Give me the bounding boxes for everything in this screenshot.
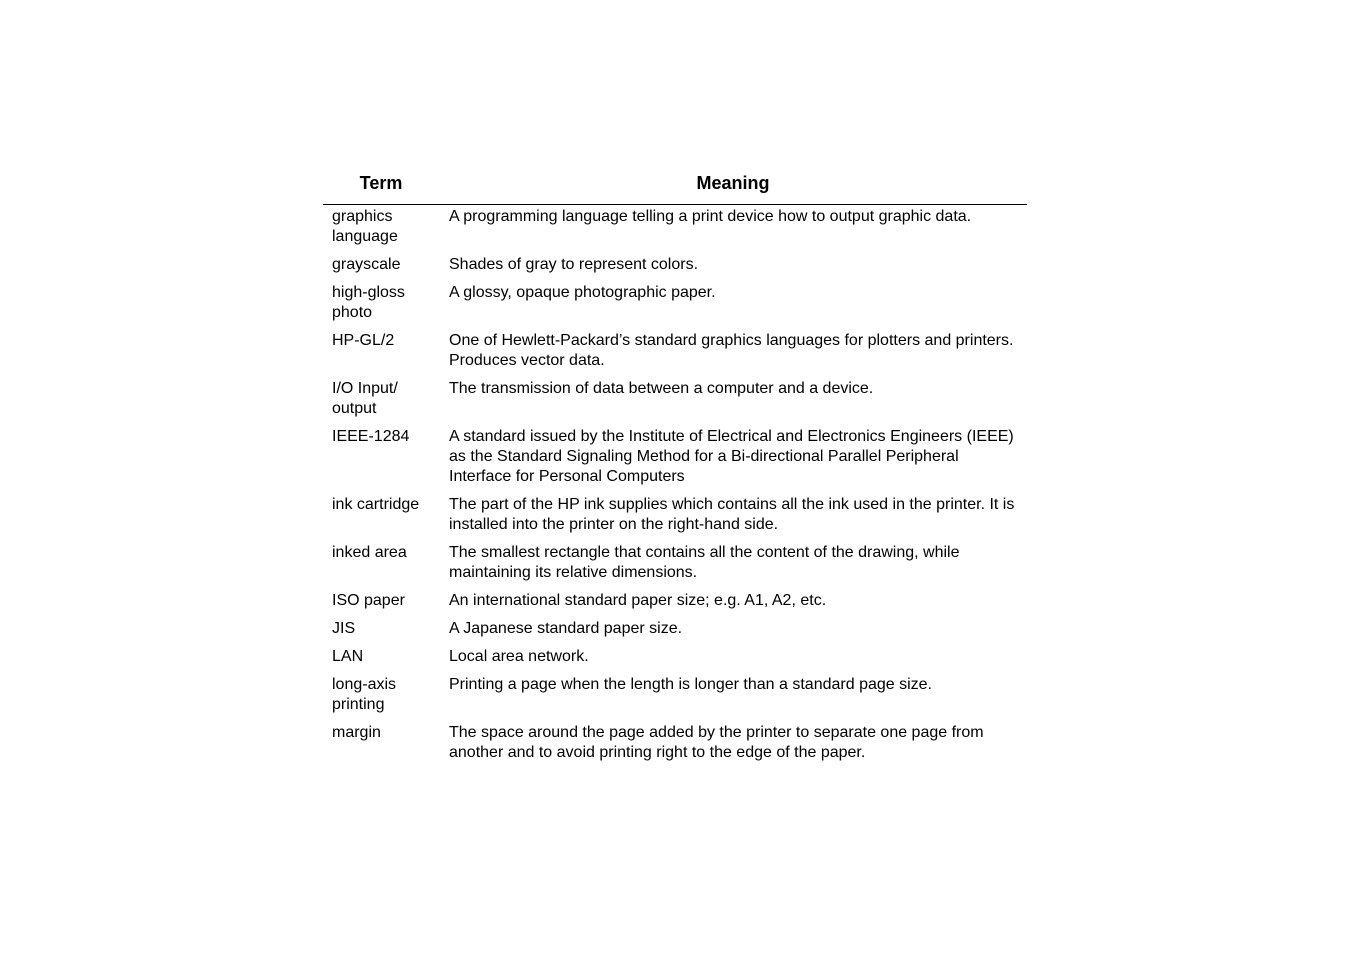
term-cell: HP-GL/2 [332, 332, 395, 349]
term-cell: IEEE-1284 [332, 428, 410, 445]
meaning-cell: The part of the HP ink supplies which contains all the ink used in the printer. It is installed into the printer on the right-hand side. [449, 496, 1015, 533]
table-row [323, 647, 1027, 675]
meaning-cell: One of Hewlett-Packard’s standard graphics languages for plotters and printers. Produces vector data. [449, 332, 1014, 369]
table-body [323, 205, 1027, 771]
table-header [323, 170, 1027, 205]
table-row [323, 283, 1027, 331]
table-row [323, 723, 1027, 771]
glossary-table [323, 170, 1027, 771]
table-row [323, 427, 1027, 495]
term-cell: high-gloss photo [332, 284, 405, 321]
term-cell: I/O Input/ output [332, 380, 398, 417]
meaning-cell: An international standard paper size; e.g. A1, A2, etc. [449, 592, 827, 609]
table-row [323, 619, 1027, 647]
meaning-cell: The transmission of data between a computer and a device. [449, 380, 874, 397]
term-cell: JIS [332, 620, 356, 637]
table-row [323, 379, 1027, 427]
meaning-cell: A glossy, opaque photographic paper. [449, 284, 716, 301]
table-row [323, 543, 1027, 591]
term-column-header: Term [359, 173, 403, 193]
meaning-cell: Printing a page when the length is longer than a standard page size. [449, 676, 932, 693]
table-row [323, 675, 1027, 723]
term-cell: ink cartridge [332, 496, 420, 513]
term-cell: inked area [332, 544, 407, 561]
term-cell: LAN [332, 648, 364, 665]
table-row [323, 331, 1027, 379]
meaning-column-header: Meaning [696, 173, 770, 193]
term-cell: grayscale [332, 256, 401, 273]
meaning-cell: The smallest rectangle that contains all the content of the drawing, while maintaining its relative dimensions. [449, 544, 960, 581]
term-cell: graphics language [332, 208, 398, 245]
meaning-cell: Local area network. [449, 648, 589, 665]
meaning-cell: Shades of gray to represent colors. [449, 256, 699, 273]
meaning-cell: A programming language telling a print device how to output graphic data. [449, 208, 972, 225]
meaning-cell: A Japanese standard paper size. [449, 620, 683, 637]
table-row [323, 495, 1027, 543]
term-cell: ISO paper [332, 592, 405, 609]
table-row [323, 255, 1027, 283]
term-cell: long-axis printing [332, 676, 397, 713]
term-cell: margin [332, 724, 381, 741]
meaning-cell: A standard issued by the Institute of Electrical and Electronics Engineers (IEEE) as the Standard Signaling Method for a Bi-directional Parallel Peripheral Interface for Personal Computers [449, 428, 1014, 485]
table-row [323, 206, 972, 255]
meaning-cell: The space around the page added by the printer to separate one page from another and to avoid printing right to the edge of the paper. [449, 724, 984, 761]
table-row [323, 591, 1027, 619]
